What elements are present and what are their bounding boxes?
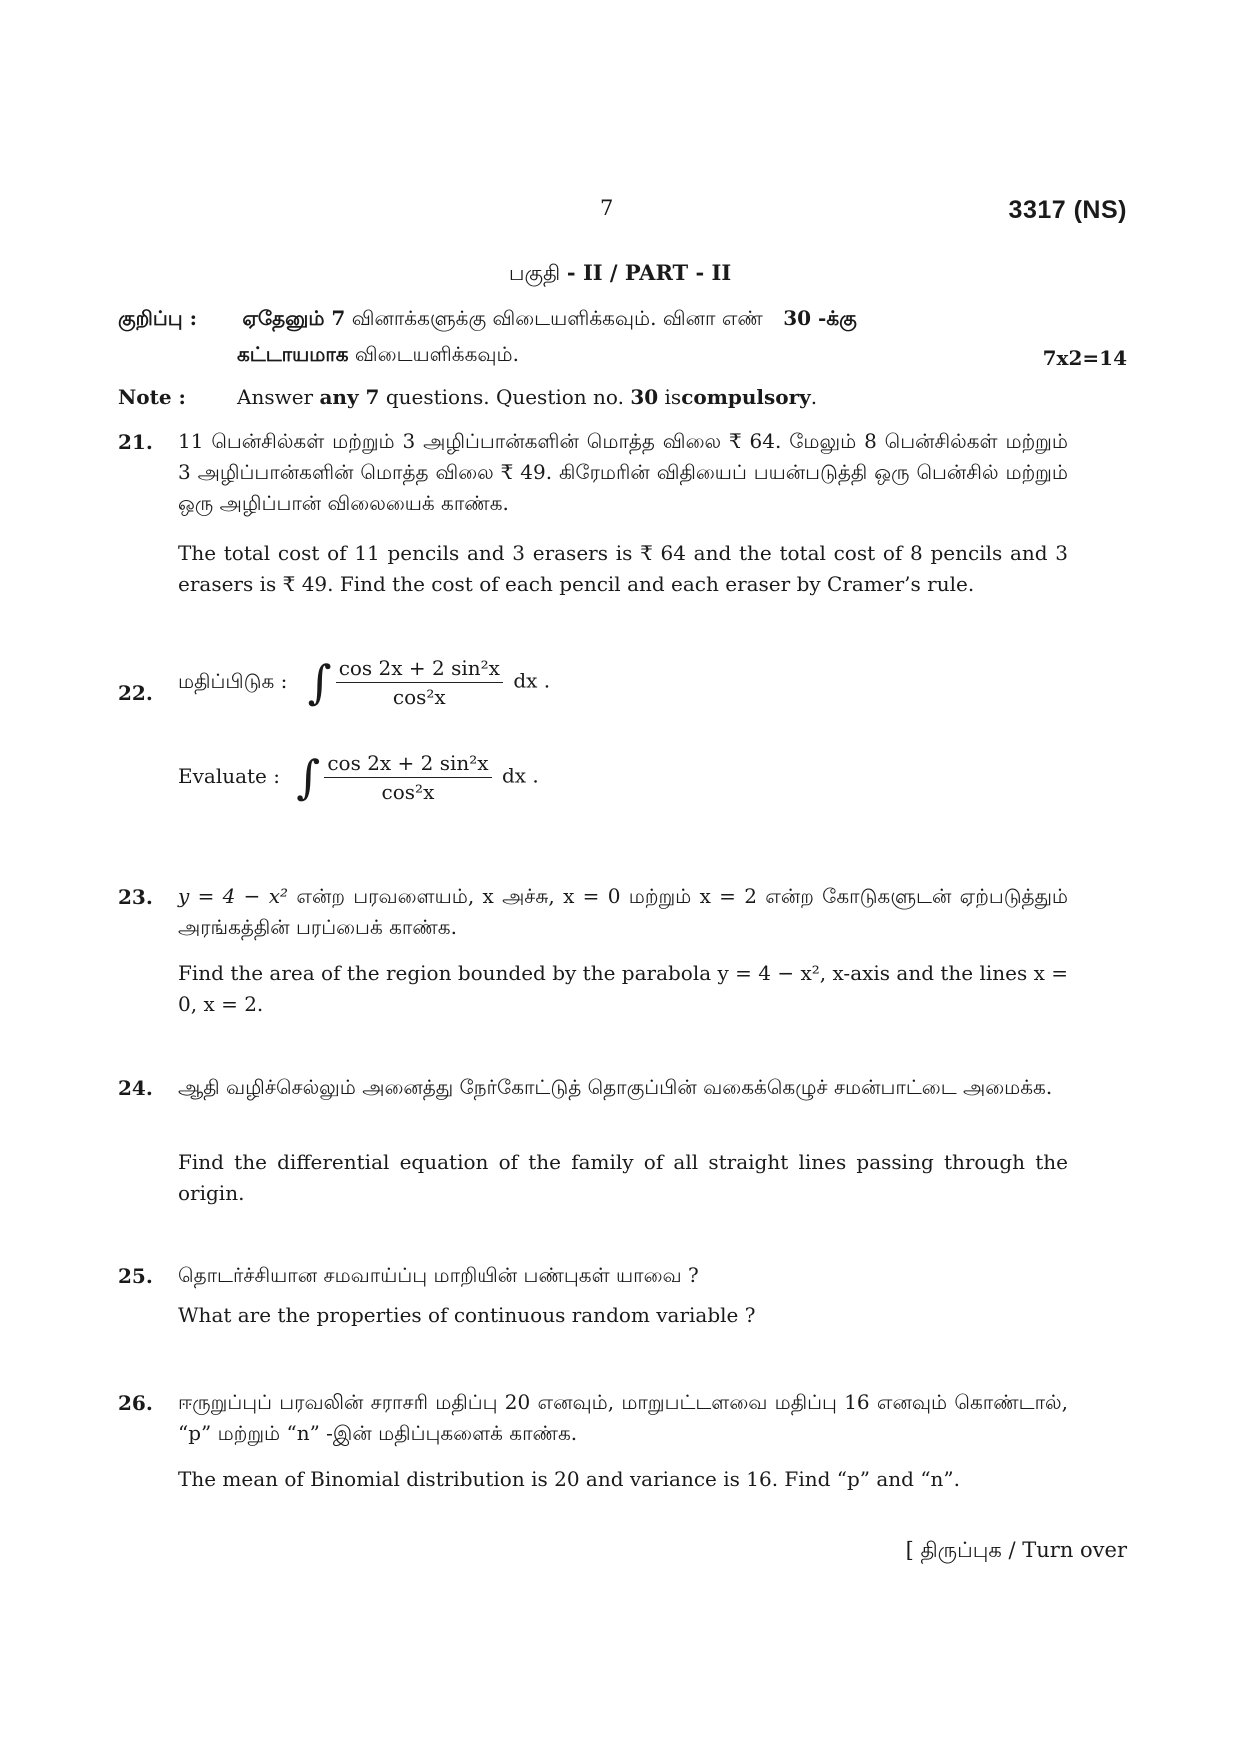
question-24-english: Find the differential equation of the family of all straight lines passing through the origin. (178, 1150, 1068, 1205)
integrand-numerator: cos 2x + 2 sin²x (336, 656, 503, 683)
question-22-english (178, 750, 539, 804)
question-number: 24. (118, 1076, 153, 1100)
note-en-t2: questions. Question no. (385, 385, 624, 409)
note-en-b1: any 7 (319, 385, 380, 409)
note-tamil-bold3: கட்டாயமாக (237, 342, 349, 366)
question-23-tamil-text: என்ற பரவளையம், x அச்சு, x = 0 மற்றும் x = 2 என்ற கோடுகளுடன் ஏற்படுத்தும் அரங்கத்தின் பரப்பைக் காண்க. (178, 884, 1069, 939)
note-tamil-text1: வினாக்களுக்கு விடையளிக்கவும். வினா எண் (351, 306, 763, 330)
integral-sign: ∫ (307, 655, 332, 709)
paper-code: 3317 (NS) (1008, 196, 1127, 224)
question-25-tamil: தொடர்ச்சியான சமவாய்ப்பு மாறியின் பண்புகள் யாவை ? (178, 1263, 699, 1287)
question-number: 23. (118, 885, 153, 909)
question-26-tamil: ஈருறுப்புப் பரவலின் சராசரி மதிப்பு 20 எனவும், மாறுபட்டளவை மதிப்பு 16 எனவும் கொண்டால், “p” மற்றும் “n” -இன் மதிப்புகளைக் காண்க. (178, 1390, 1068, 1445)
question-23-tamil (178, 881, 1068, 943)
integral-sign: ∫ (296, 750, 321, 804)
note-en-t3: is (664, 385, 682, 409)
question-23-english: Find the area of the region bounded by the parabola y = 4 − x², x-axis and the lines x = 0, x = 2. (178, 961, 1069, 1016)
question-25-english: What are the properties of continuous random variable ? (178, 1303, 756, 1327)
part-title-english: - II / PART - II (566, 260, 732, 285)
question-21-tamil: 11 பென்சில்கள் மற்றும் 3 அழிப்பான்களின் மொத்த விலை ₹ 64. மேலும் 8 பென்சில்கள் மற்றும் 3 அழிப்பான்களின் மொத்த விலை ₹ 49. கிரேமரின் விதியைப் பயன்படுத்தி ஒரு பென்சில் மற்றும் ஒரு அழிப்பான் விலையைக் காண்க. (178, 429, 1068, 515)
integrand-fraction (336, 656, 503, 709)
question-number: 22. (118, 681, 153, 705)
differential: dx . (513, 668, 551, 693)
note-tamil-bold1: ஏதேனும் 7 (242, 306, 346, 330)
question-21-english: The total cost of 11 pencils and 3 erasers is ₹ 64 and the total cost of 8 pencils and 3 erasers is ₹ 49. Find the cost of each pencil and each eraser by Cramer’s rule. (178, 541, 1068, 596)
question-22-tamil (178, 655, 550, 709)
note-en-t1: Answer (237, 385, 314, 409)
note-tamil-line2 (237, 342, 519, 369)
marks-scheme: 7x2=14 (1042, 346, 1127, 370)
note-tamil (118, 306, 1128, 333)
turn-over: [ திருப்புக / Turn over (905, 1538, 1127, 1562)
integrand-denominator: cos²x (392, 684, 446, 709)
question-22-tamil-label: மதிப்பிடுக : (178, 668, 288, 693)
note-tamil-bold2: 30 -க்கு (783, 306, 857, 330)
parabola-equation: y = 4 − x² (178, 884, 289, 908)
question-22-english-label: Evaluate : (178, 763, 280, 788)
question-number: 25. (118, 1264, 153, 1288)
question-number: 21. (118, 430, 153, 454)
note-tamil-text2: விடையளிக்கவும். (354, 342, 519, 366)
note-english (237, 385, 817, 409)
note-en-b2: 30 (630, 385, 659, 409)
note-en-b3: compulsory (681, 385, 811, 409)
integrand-denominator: cos²x (381, 779, 435, 804)
integrand-numerator: cos 2x + 2 sin²x (324, 751, 491, 778)
question-26-english: The mean of Binomial distribution is 20 and variance is 16. Find “p” and “n”. (178, 1467, 961, 1491)
part-title (0, 260, 1240, 288)
question-number: 26. (118, 1391, 153, 1415)
part-title-tamil: பகுதி (508, 261, 561, 285)
integrand-fraction (324, 751, 491, 804)
note-en-t4: . (810, 385, 818, 409)
differential: dx . (501, 763, 539, 788)
note-english-label: Note : (118, 385, 186, 409)
question-24-tamil: ஆதி வழிச்செல்லும் அனைத்து நேர்கோட்டுத் தொகுப்பின் வகைக்கெழுச் சமன்பாட்டை அமைக்க. (178, 1075, 1053, 1099)
note-tamil-label: குறிப்பு : (118, 306, 197, 330)
page-number: 7 (600, 196, 614, 220)
